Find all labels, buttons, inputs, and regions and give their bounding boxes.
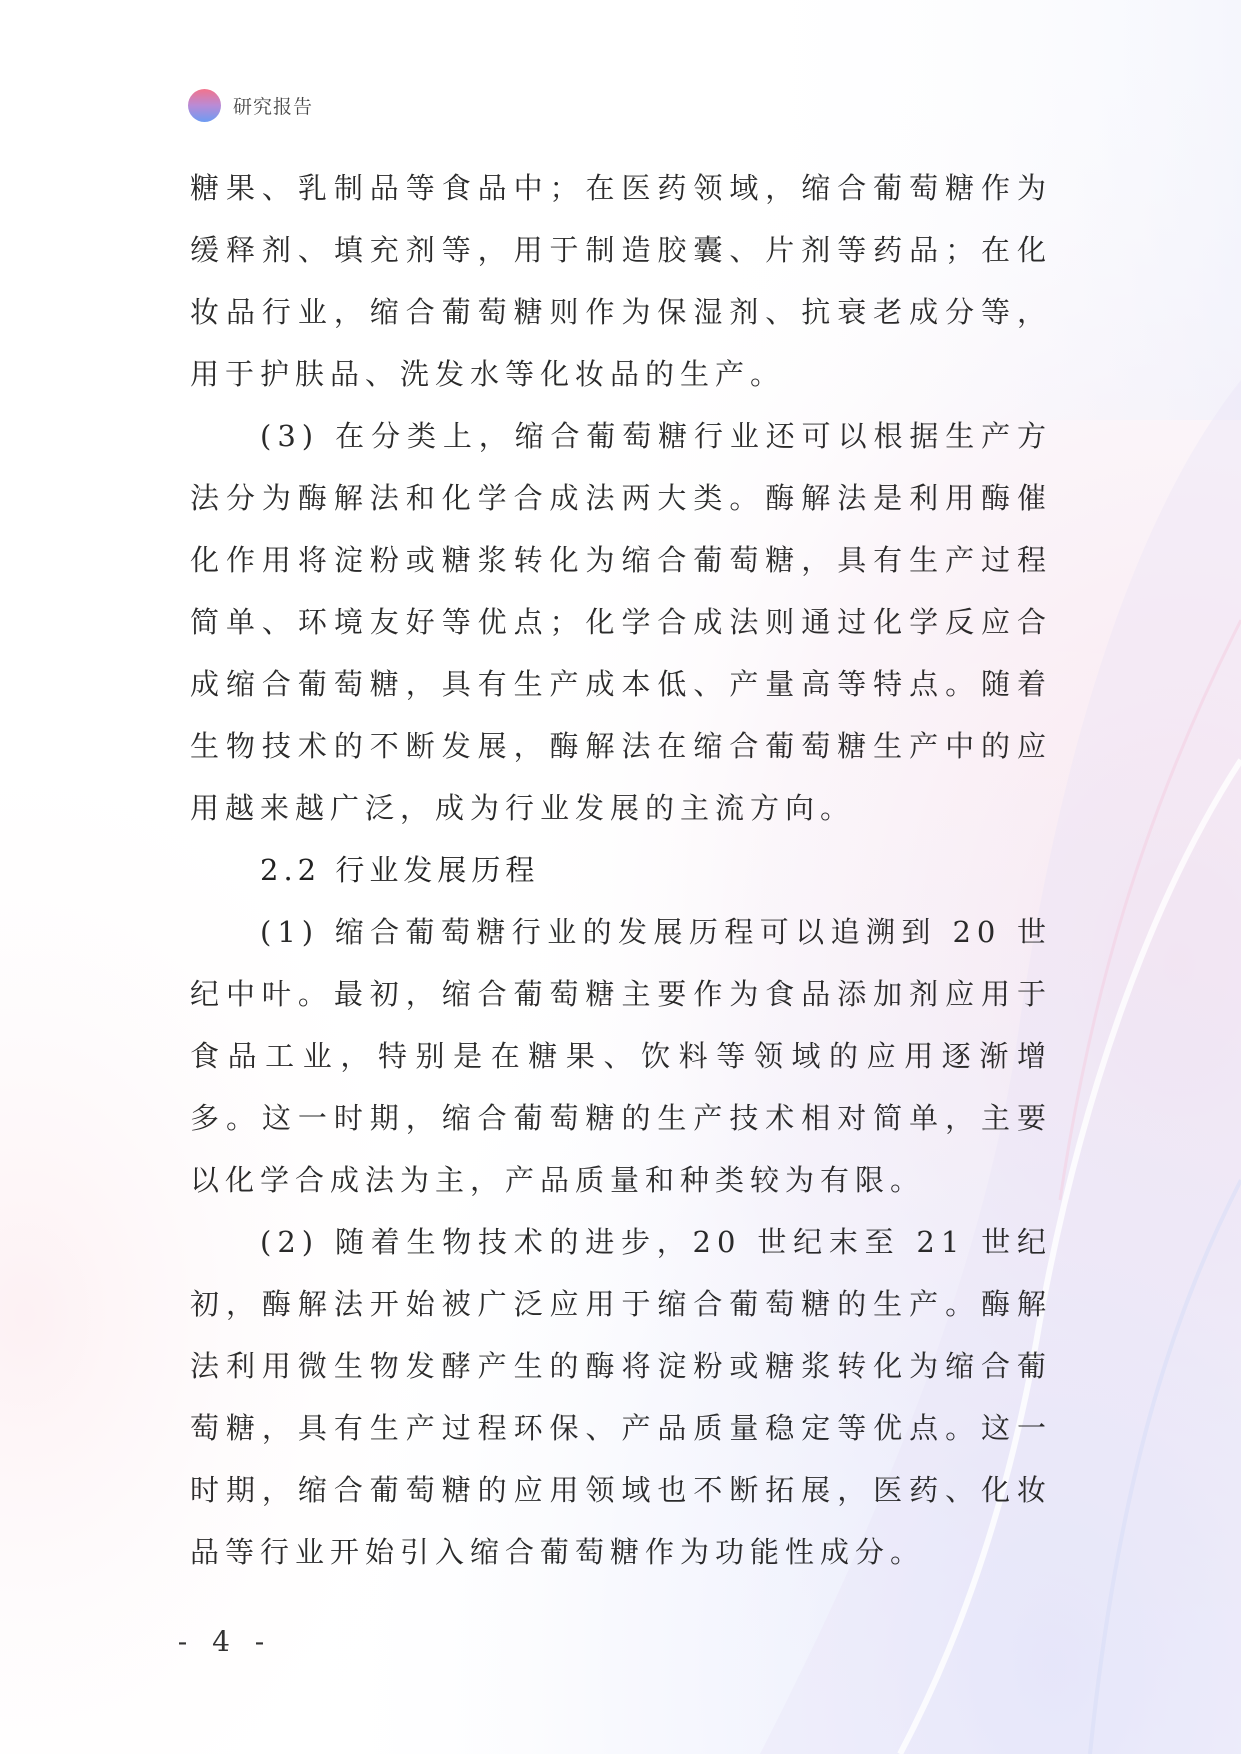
header-label: 研究报告 <box>233 95 314 118</box>
page-number: - 4 - <box>177 1625 273 1658</box>
paragraph-applications: 糖果、乳制品等食品中；在医药领域，缩合葡萄糖作为缓释剂、填充剂等，用于制造胶囊、片剂等药品；在化妆品行业，缩合葡萄糖则作为保湿剂、抗衰老成分等，用于护肤品、洗发水等化妆品的生产。 <box>190 171 1052 391</box>
paragraph-history-2: (2) 随着生物技术的进步，20 世纪末至 21 世纪初，酶解法开始被广泛应用于缩合葡萄糖的生产。酶解法利用微生物发酵产生的酶将淀粉或糖浆转化为缩合葡萄糖，具有生产过程环保、产品质量稳定等优点。这一时期，缩合葡萄糖的应用领域也不断拓展，医药、化妆品等行业开始引入缩合葡萄糖作为功能性成分。 <box>190 1225 1052 1569</box>
paragraph-history-1: (1) 缩合葡萄糖行业的发展历程可以追溯到 20 世纪中叶。最初，缩合葡萄糖主要作为食品添加剂应用于食品工业，特别是在糖果、饮料等领域的应用逐渐增多。这一时期，缩合葡萄糖的生产技术相对简单，主要以化学合成法为主，产品质量和种类较为有限。 <box>190 915 1052 1197</box>
page-header <box>188 88 313 122</box>
document-body <box>190 157 1052 1583</box>
logo-circle-icon <box>188 89 221 122</box>
paragraph-classification: (3) 在分类上，缩合葡萄糖行业还可以根据生产方法分为酶解法和化学合成法两大类。酶解法是利用酶催化作用将淀粉或糖浆转化为缩合葡萄糖，具有生产过程简单、环境友好等优点；化学合成法则通过化学反应合成缩合葡萄糖，具有生产成本低、产量高等特点。随着生物技术的不断发展，酶解法在缩合葡萄糖生产中的应用越来越广泛，成为行业发展的主流方向。 <box>190 419 1052 825</box>
section-heading: 2.2 行业发展历程 <box>260 853 540 887</box>
